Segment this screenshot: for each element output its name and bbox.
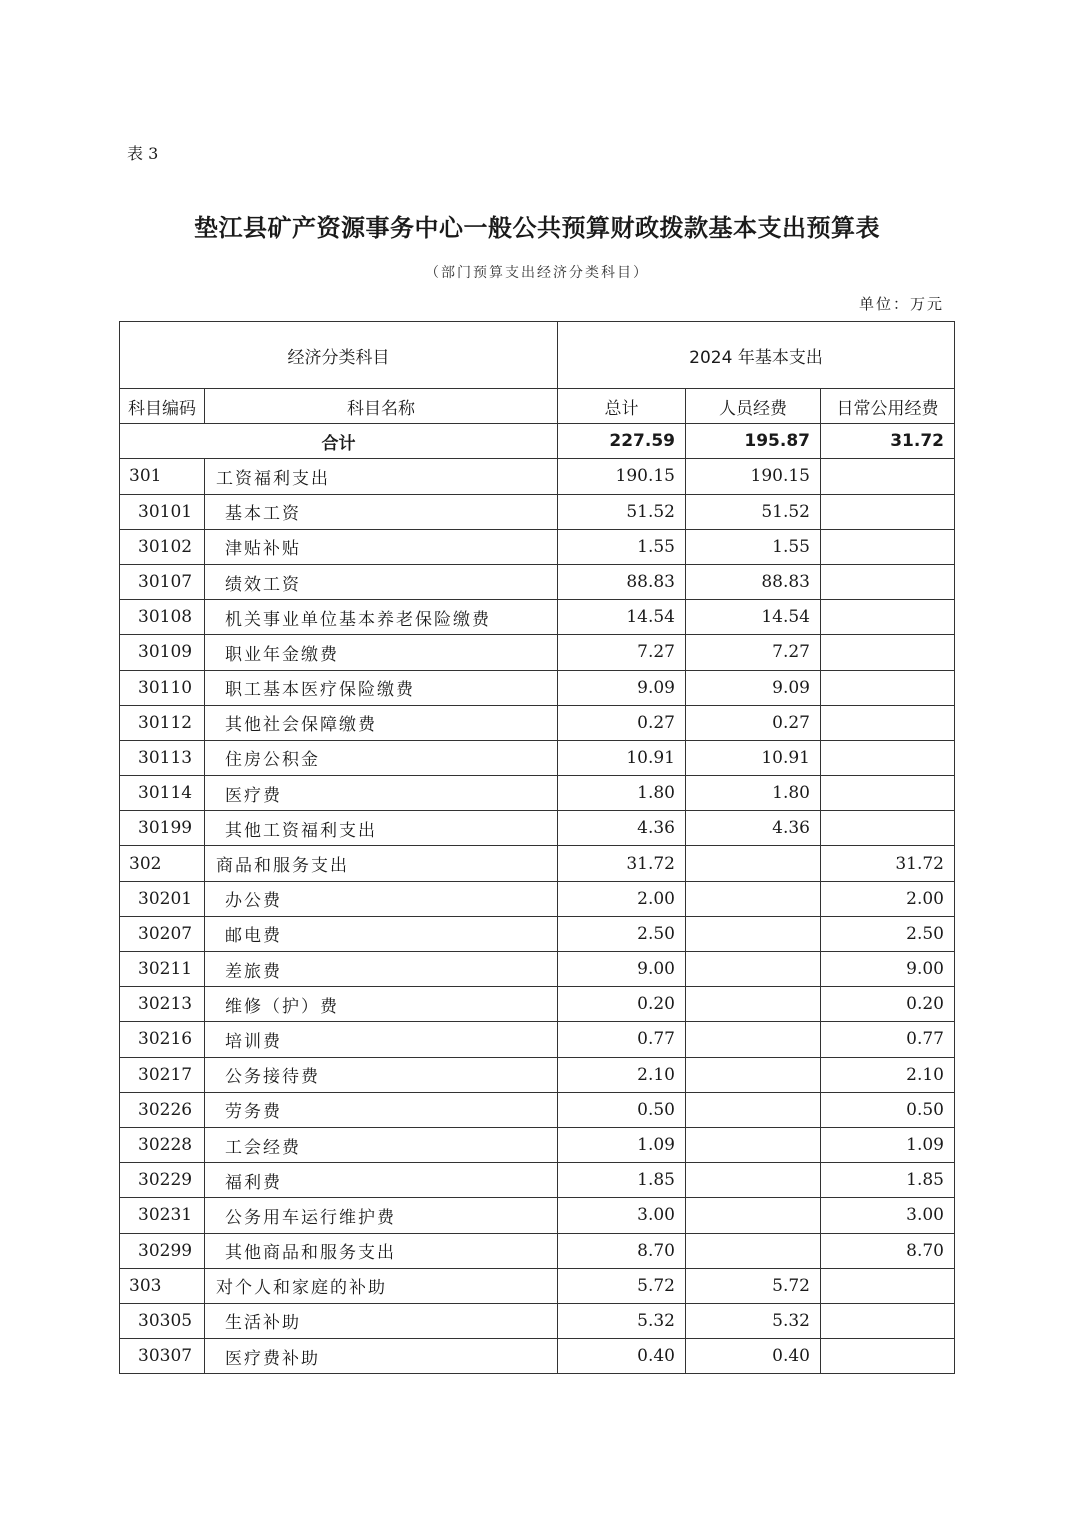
row-public: 0.20 — [821, 987, 955, 1022]
row-total: 8.70 — [558, 1233, 686, 1268]
row-total: 0.77 — [558, 1022, 686, 1057]
row-name: 其他商品和服务支出 — [205, 1233, 558, 1268]
row-name: 维修（护）费 — [205, 987, 558, 1022]
row-code: 302 — [120, 846, 205, 881]
row-personnel: 14.54 — [686, 600, 821, 635]
header-code: 科目编码 — [120, 389, 205, 424]
row-personnel: 10.91 — [686, 740, 821, 775]
table-row — [120, 916, 955, 951]
row-personnel: 5.72 — [686, 1268, 821, 1303]
row-personnel: 9.09 — [686, 670, 821, 705]
row-code: 303 — [120, 1268, 205, 1303]
table-row — [120, 1022, 955, 1057]
row-public: 2.10 — [821, 1057, 955, 1092]
total-public: 31.72 — [821, 424, 955, 459]
row-code: 30229 — [120, 1163, 205, 1198]
row-public — [821, 459, 955, 494]
row-public — [821, 740, 955, 775]
row-code: 30101 — [120, 494, 205, 529]
row-total: 14.54 — [558, 600, 686, 635]
budget-table — [119, 321, 955, 1374]
row-personnel — [686, 1163, 821, 1198]
row-total: 3.00 — [558, 1198, 686, 1233]
row-code: 30112 — [120, 705, 205, 740]
row-personnel — [686, 1127, 821, 1162]
row-personnel — [686, 916, 821, 951]
row-public — [821, 811, 955, 846]
row-name: 邮电费 — [205, 916, 558, 951]
row-personnel: 0.27 — [686, 705, 821, 740]
row-name: 其他工资福利支出 — [205, 811, 558, 846]
row-name: 差旅费 — [205, 952, 558, 987]
row-public: 8.70 — [821, 1233, 955, 1268]
row-code: 30102 — [120, 529, 205, 564]
row-public — [821, 1268, 955, 1303]
row-name: 生活补助 — [205, 1303, 558, 1338]
table-row — [120, 564, 955, 599]
row-public: 0.77 — [821, 1022, 955, 1057]
row-public: 2.00 — [821, 881, 955, 916]
row-personnel — [686, 952, 821, 987]
row-personnel: 1.80 — [686, 776, 821, 811]
row-total: 1.09 — [558, 1127, 686, 1162]
row-name: 工会经费 — [205, 1127, 558, 1162]
row-public — [821, 635, 955, 670]
table-row — [120, 952, 955, 987]
table-row — [120, 1127, 955, 1162]
row-personnel: 190.15 — [686, 459, 821, 494]
row-personnel: 0.40 — [686, 1339, 821, 1374]
row-personnel — [686, 881, 821, 916]
row-name: 福利费 — [205, 1163, 558, 1198]
header-total: 总计 — [558, 389, 686, 424]
table-row — [120, 670, 955, 705]
row-public: 31.72 — [821, 846, 955, 881]
total-row — [120, 424, 955, 459]
table-row — [120, 529, 955, 564]
header-row-columns — [120, 389, 955, 424]
row-total: 5.32 — [558, 1303, 686, 1338]
row-name: 其他社会保障缴费 — [205, 705, 558, 740]
row-total: 10.91 — [558, 740, 686, 775]
row-code: 30305 — [120, 1303, 205, 1338]
document-subtitle: （部门预算支出经济分类科目） — [425, 265, 649, 281]
row-name: 商品和服务支出 — [205, 846, 558, 881]
table-number-label: 表 3 — [127, 144, 159, 163]
row-total: 88.83 — [558, 564, 686, 599]
row-name: 公务接待费 — [205, 1057, 558, 1092]
row-personnel — [686, 1057, 821, 1092]
row-code: 30216 — [120, 1022, 205, 1057]
row-public — [821, 564, 955, 599]
row-public — [821, 494, 955, 529]
table-row — [120, 600, 955, 635]
row-personnel — [686, 1022, 821, 1057]
row-personnel — [686, 1233, 821, 1268]
header-public: 日常公用经费 — [821, 389, 955, 424]
row-public — [821, 1303, 955, 1338]
row-total: 1.55 — [558, 529, 686, 564]
row-name: 工资福利支出 — [205, 459, 558, 494]
table-row — [120, 776, 955, 811]
row-public — [821, 705, 955, 740]
table-row — [120, 1198, 955, 1233]
table-row — [120, 846, 955, 881]
row-total: 4.36 — [558, 811, 686, 846]
row-name: 对个人和家庭的补助 — [205, 1268, 558, 1303]
unit-label: 单位：万元 — [858, 295, 944, 313]
row-code: 30231 — [120, 1198, 205, 1233]
row-public: 2.50 — [821, 916, 955, 951]
total-amount: 227.59 — [558, 424, 686, 459]
table-row — [120, 1233, 955, 1268]
row-public — [821, 600, 955, 635]
row-name: 公务用车运行维护费 — [205, 1198, 558, 1233]
row-total: 5.72 — [558, 1268, 686, 1303]
row-public — [821, 529, 955, 564]
row-code: 301 — [120, 459, 205, 494]
table-row — [120, 1163, 955, 1198]
row-total: 190.15 — [558, 459, 686, 494]
row-code: 30207 — [120, 916, 205, 951]
row-code: 30108 — [120, 600, 205, 635]
row-name: 培训费 — [205, 1022, 558, 1057]
row-public: 9.00 — [821, 952, 955, 987]
row-name: 津贴补贴 — [205, 529, 558, 564]
header-name: 科目名称 — [205, 389, 558, 424]
row-total: 1.80 — [558, 776, 686, 811]
row-public — [821, 776, 955, 811]
row-name: 职业年金缴费 — [205, 635, 558, 670]
table-row — [120, 1057, 955, 1092]
row-name: 医疗费 — [205, 776, 558, 811]
row-personnel — [686, 1092, 821, 1127]
table-row — [120, 1092, 955, 1127]
row-personnel: 88.83 — [686, 564, 821, 599]
row-code: 30299 — [120, 1233, 205, 1268]
row-total: 2.10 — [558, 1057, 686, 1092]
document-title: 垫江县矿产资源事务中心一般公共预算财政拨款基本支出预算表 — [194, 214, 880, 242]
row-code: 30113 — [120, 740, 205, 775]
row-code: 30213 — [120, 987, 205, 1022]
row-public: 1.85 — [821, 1163, 955, 1198]
row-personnel — [686, 1198, 821, 1233]
table-row — [120, 459, 955, 494]
row-total: 0.40 — [558, 1339, 686, 1374]
row-public: 3.00 — [821, 1198, 955, 1233]
row-personnel: 4.36 — [686, 811, 821, 846]
table-row — [120, 740, 955, 775]
row-personnel — [686, 846, 821, 881]
table-row — [120, 881, 955, 916]
table-row — [120, 1303, 955, 1338]
table-row — [120, 635, 955, 670]
row-code: 30228 — [120, 1127, 205, 1162]
row-name: 基本工资 — [205, 494, 558, 529]
row-total: 2.50 — [558, 916, 686, 951]
row-code: 30109 — [120, 635, 205, 670]
row-name: 医疗费补助 — [205, 1339, 558, 1374]
row-total: 9.00 — [558, 952, 686, 987]
row-code: 30226 — [120, 1092, 205, 1127]
row-code: 30199 — [120, 811, 205, 846]
row-total: 0.20 — [558, 987, 686, 1022]
row-code: 30201 — [120, 881, 205, 916]
total-personnel: 195.87 — [686, 424, 821, 459]
table-row — [120, 811, 955, 846]
row-name: 机关事业单位基本养老保险缴费 — [205, 600, 558, 635]
row-code: 30211 — [120, 952, 205, 987]
row-name: 办公费 — [205, 881, 558, 916]
table-row — [120, 1268, 955, 1303]
row-code: 30107 — [120, 564, 205, 599]
header-personnel: 人员经费 — [686, 389, 821, 424]
row-personnel: 1.55 — [686, 529, 821, 564]
row-total: 2.00 — [558, 881, 686, 916]
row-code: 30307 — [120, 1339, 205, 1374]
table-row — [120, 494, 955, 529]
header-econ-category: 经济分类科目 — [120, 322, 558, 389]
row-personnel: 7.27 — [686, 635, 821, 670]
total-label: 合计 — [120, 424, 558, 459]
row-public — [821, 670, 955, 705]
table-row — [120, 705, 955, 740]
table-row — [120, 1339, 955, 1374]
header-row-top — [120, 322, 955, 389]
row-total: 0.27 — [558, 705, 686, 740]
row-public: 0.50 — [821, 1092, 955, 1127]
row-personnel — [686, 987, 821, 1022]
row-code: 30217 — [120, 1057, 205, 1092]
table-row — [120, 987, 955, 1022]
row-total: 31.72 — [558, 846, 686, 881]
row-name: 住房公积金 — [205, 740, 558, 775]
row-total: 9.09 — [558, 670, 686, 705]
row-personnel: 5.32 — [686, 1303, 821, 1338]
row-name: 职工基本医疗保险缴费 — [205, 670, 558, 705]
row-public: 1.09 — [821, 1127, 955, 1162]
row-total: 7.27 — [558, 635, 686, 670]
row-name: 劳务费 — [205, 1092, 558, 1127]
row-total: 0.50 — [558, 1092, 686, 1127]
row-total: 1.85 — [558, 1163, 686, 1198]
row-personnel: 51.52 — [686, 494, 821, 529]
header-year-basic: 2024 年基本支出 — [558, 322, 955, 389]
row-name: 绩效工资 — [205, 564, 558, 599]
row-total: 51.52 — [558, 494, 686, 529]
row-code: 30110 — [120, 670, 205, 705]
row-public — [821, 1339, 955, 1374]
row-code: 30114 — [120, 776, 205, 811]
